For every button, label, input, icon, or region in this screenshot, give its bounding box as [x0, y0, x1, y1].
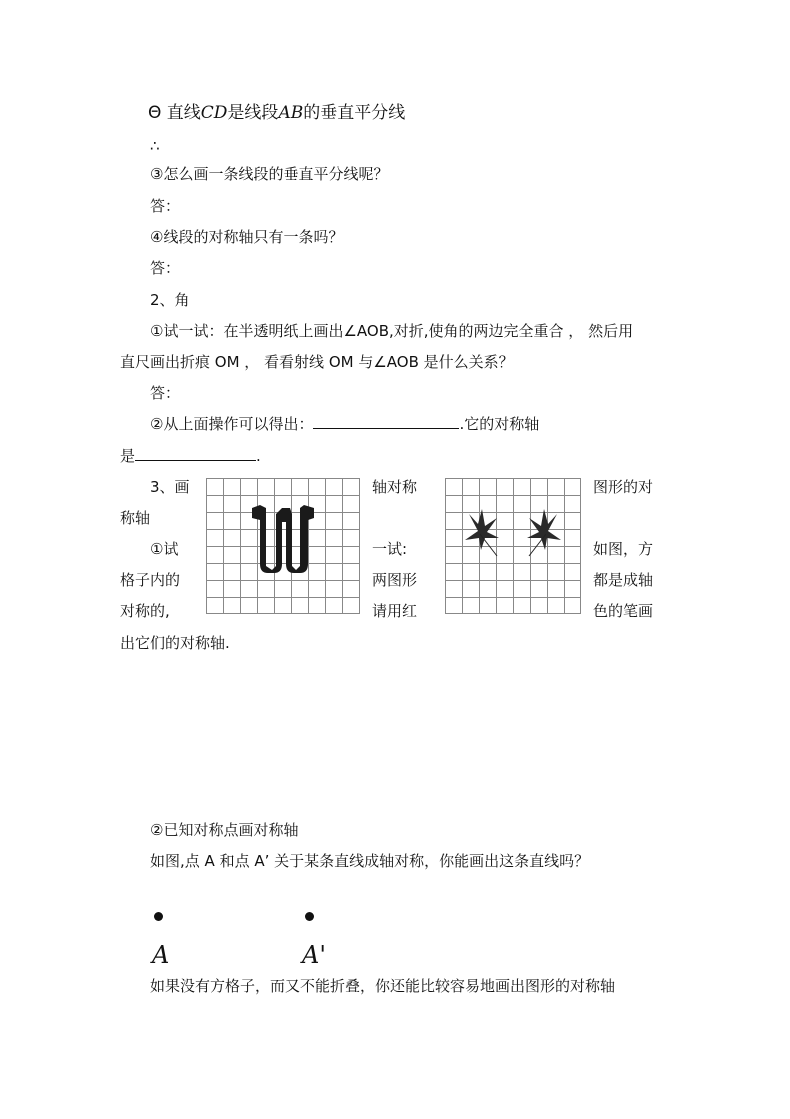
blank-1	[313, 414, 459, 429]
sec3-c1-3: 格子内的	[120, 571, 181, 589]
sec3-c2-1: 一试:	[372, 540, 408, 558]
segment-ab: AB	[278, 103, 304, 123]
statement-line	[148, 103, 405, 123]
therefore-symbol: ∴	[150, 137, 160, 155]
sec3-c2-0: 轴对称	[372, 478, 418, 496]
conclusion-suffix: .它的对称轴	[459, 415, 540, 433]
conclusion-prefix: ②从上面操作可以得出：	[150, 415, 314, 433]
try-it-line-2: 直尺画出折痕 OM ， 看看射线 OM 与∠AOB 是什么关系？	[120, 353, 514, 371]
sec3-c3-0: 图形的对	[593, 478, 654, 496]
point-a-prime-dot	[305, 912, 314, 921]
w-shape	[252, 505, 314, 573]
conclusion2-suffix: .	[256, 447, 261, 465]
grid-w-figure	[206, 478, 360, 614]
sec3-c3-1: 如图，方	[593, 540, 654, 558]
question-3: ③怎么画一条线段的垂直平分线呢？	[150, 165, 389, 183]
sec3-c1-5: 出它们的对称轴.	[120, 634, 230, 652]
final-question: 如果没有方格子，而又不能折叠，你还能比较容易地画出图形的对称轴	[150, 977, 616, 995]
sec3-c1-4: 对称的,	[120, 602, 170, 620]
sec3-c1-0: 3、画	[150, 478, 190, 496]
answer-2: 答：	[150, 259, 181, 277]
sec3-c2-2: 两图形	[372, 571, 418, 589]
segment-cd: CD	[200, 103, 228, 123]
conclusion2-prefix: 是	[120, 447, 136, 465]
leaf-right	[527, 509, 561, 556]
try-it-line-1: ①试一试：在半透明纸上画出∠AOB,对折,使角的两边完全重合 ， 然后用	[150, 322, 634, 340]
statement-prefix: Θ 直线	[148, 103, 201, 123]
sec3-c3-2: 都是成轴	[593, 571, 654, 589]
leaf-left	[465, 509, 499, 556]
sec3-c1-2: ①试	[150, 540, 179, 558]
blank-2	[135, 446, 256, 461]
sec3-c1-1: 称轴	[120, 509, 151, 527]
answer-1: 答：	[150, 197, 181, 215]
statement-suffix: 的垂直平分线	[303, 103, 406, 123]
statement-mid: 是线段	[227, 103, 279, 123]
point-a-label: A	[152, 941, 170, 969]
point-a-prime-label: A'	[302, 941, 326, 969]
grid-leaf-figure	[445, 478, 581, 614]
question-5-desc: 如图,点 A 和点 A’ 关于某条直线成轴对称，你能画出这条直线吗？	[150, 852, 590, 870]
conclusion-line-2	[120, 446, 261, 466]
section-2-heading: 2、角	[150, 291, 190, 309]
conclusion-line-1	[150, 414, 539, 434]
question-4: ④线段的对称轴只有一条吗？	[150, 228, 344, 246]
point-a-dot	[154, 912, 163, 921]
question-5: ②已知对称点画对称轴	[150, 821, 299, 839]
answer-3: 答：	[150, 384, 181, 402]
sec3-c2-3: 请用红	[372, 602, 418, 620]
sec3-c3-3: 色的笔画	[593, 602, 654, 620]
